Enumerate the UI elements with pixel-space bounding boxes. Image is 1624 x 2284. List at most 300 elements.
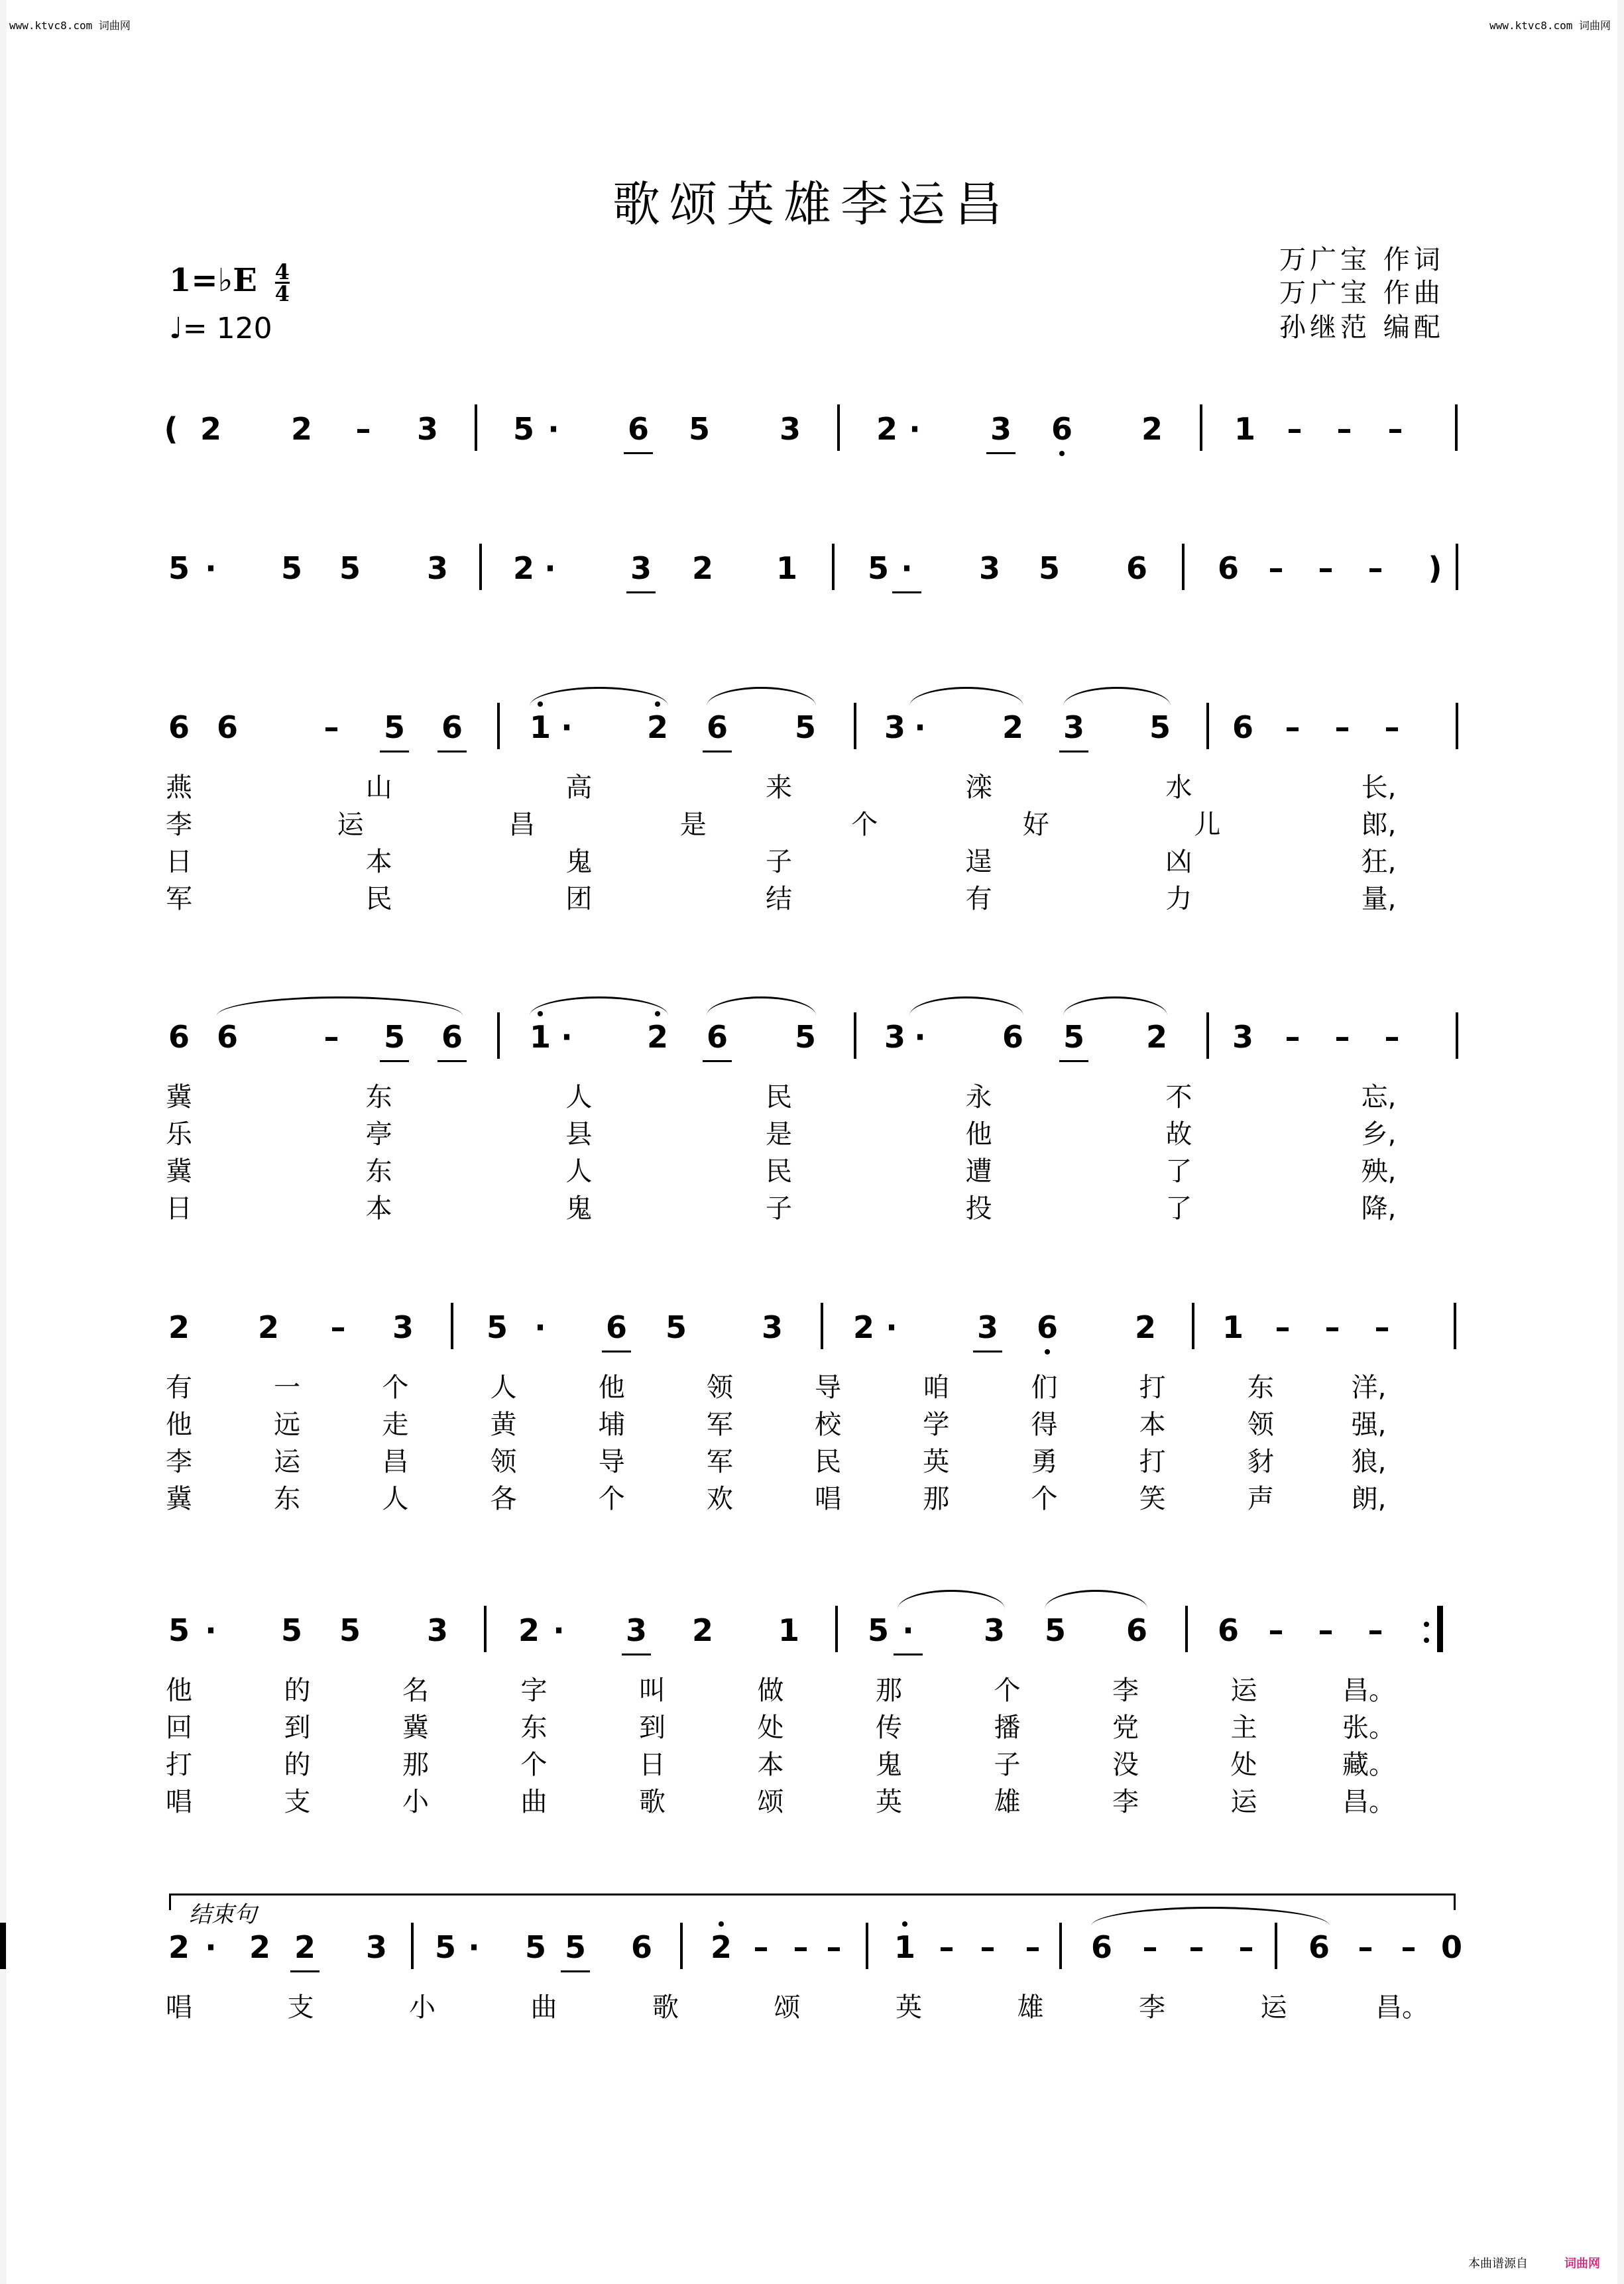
note: · [561, 1019, 573, 1055]
note: – [323, 1019, 339, 1055]
note: 1 [776, 550, 797, 586]
lyric: 打 [1139, 1447, 1166, 1477]
barline [680, 1923, 683, 1969]
note: · [468, 1929, 480, 1965]
note: 2 [710, 1929, 732, 1965]
note: 3 [625, 1612, 647, 1648]
lyric: 强, [1351, 1410, 1387, 1440]
lyric: 民 [815, 1447, 842, 1477]
lyric: 那 [402, 1750, 429, 1780]
barline [835, 1606, 838, 1652]
note: 5 [867, 550, 889, 586]
note: – [1324, 1309, 1340, 1345]
note: · [534, 1309, 546, 1345]
lyric: 朗, [1351, 1484, 1387, 1514]
lyric: 唱 [815, 1484, 842, 1514]
lyric: 个 [520, 1750, 548, 1780]
barline [484, 1606, 487, 1652]
lyric: 运 [1230, 1787, 1257, 1817]
note: 3 [983, 1612, 1005, 1648]
lyric: 歌 [639, 1787, 666, 1817]
slur [707, 996, 816, 1016]
underline [703, 751, 732, 752]
lyric: 个 [994, 1675, 1021, 1706]
lyric: 故 [1165, 1119, 1192, 1150]
header-site-right: www.ktvc8.com 词曲网 [1489, 19, 1611, 32]
lyric: 本 [365, 847, 392, 877]
lyric: 昌 [382, 1447, 409, 1477]
note: 1 [1234, 411, 1255, 447]
lyric: 东 [365, 1082, 392, 1112]
note: · [548, 411, 559, 447]
note: · [909, 411, 921, 447]
note: – [1285, 1019, 1301, 1055]
lyric: 唱 [166, 1787, 192, 1817]
note: 5 [486, 1309, 508, 1345]
lyric: 县 [565, 1119, 593, 1150]
barline [1200, 404, 1202, 451]
note: 5 [168, 1612, 190, 1648]
note: 6 [216, 1019, 238, 1055]
note: 3 [426, 550, 448, 586]
note: 3 [779, 411, 801, 447]
note: 6 [1002, 1019, 1023, 1055]
lyric: 凶 [1165, 847, 1192, 877]
lyric: 力 [1165, 884, 1192, 914]
lyric: 亭 [365, 1119, 392, 1150]
note: – [355, 411, 371, 447]
barline [411, 1923, 414, 1969]
note: 6 [706, 709, 728, 745]
lyric: 有 [166, 1372, 192, 1403]
lyric: 声 [1247, 1484, 1274, 1514]
lyric: 郎, [1361, 810, 1397, 840]
lyric: 量, [1361, 884, 1397, 914]
lyric: 领 [1247, 1410, 1274, 1440]
lyric: 人 [382, 1484, 409, 1514]
note: 6 [1217, 550, 1239, 586]
lyric: 小 [402, 1787, 429, 1817]
lyric: 狂, [1361, 847, 1397, 877]
lyric: 昌。 [1342, 1675, 1395, 1706]
lyric: 勇 [1031, 1447, 1058, 1477]
lyric: 长, [1361, 772, 1397, 803]
lyric: 日 [166, 1193, 192, 1224]
lyric: 没 [1112, 1750, 1139, 1780]
note: · [561, 709, 573, 745]
note: · [205, 1929, 217, 1965]
note: · [914, 709, 926, 745]
note: · [901, 550, 913, 586]
lyric: 逞 [965, 847, 992, 877]
lyric: 李 [1112, 1675, 1139, 1706]
lyric: 不 [1165, 1082, 1192, 1112]
note: 3 [978, 550, 1000, 586]
barline [497, 1012, 500, 1059]
coda-bracket [169, 1893, 1456, 1910]
lyric: 埔 [598, 1410, 625, 1440]
lyric: 儿 [1194, 810, 1221, 840]
slur [898, 1590, 1005, 1609]
note: – [1384, 709, 1400, 745]
note: 5 [280, 550, 302, 586]
note: 5 [1149, 709, 1171, 745]
tempo-value: = 120 [182, 312, 272, 345]
lyric: 运 [274, 1447, 301, 1477]
lyric: 降, [1361, 1193, 1397, 1224]
lyric: 个 [1031, 1484, 1058, 1514]
barline [866, 1923, 868, 1969]
lyric: 党 [1112, 1713, 1139, 1743]
note: 1 [894, 1929, 915, 1965]
lyric: 歌 [652, 1992, 679, 2023]
note: 2 [876, 411, 898, 447]
note: 6 [1217, 1612, 1239, 1648]
note: 5 [867, 1612, 889, 1648]
note: 6 [1036, 1309, 1058, 1345]
note: 6 [441, 1019, 463, 1055]
lyric: 山 [365, 772, 392, 803]
page-title: 歌颂英雄李运昌 [612, 176, 1012, 232]
note: 2 [512, 550, 534, 586]
lyric: 运 [1230, 1675, 1257, 1706]
note: 3 [416, 411, 438, 447]
lyric: 曲 [520, 1787, 548, 1817]
lyric: 张。 [1342, 1713, 1395, 1743]
note: – [1287, 411, 1303, 447]
lyric: 叫 [639, 1675, 666, 1706]
lyric: 的 [284, 1675, 311, 1706]
lyric: 鬼 [876, 1750, 902, 1780]
slur [530, 996, 668, 1016]
lyric: 曲 [530, 1992, 557, 2023]
barline [837, 404, 840, 451]
lyric: 鬼 [565, 847, 593, 877]
composer-credit: 万广宝 作曲 [1279, 278, 1444, 308]
barline-inner [0, 1923, 3, 1969]
lyric: 结 [766, 884, 792, 914]
lyric: 本 [365, 1193, 392, 1224]
lyric: 乡, [1361, 1119, 1397, 1150]
note: – [1358, 1929, 1373, 1965]
slur [1063, 687, 1171, 706]
lyric: 是 [679, 810, 707, 840]
underline [892, 591, 921, 593]
note: 5 [564, 1929, 586, 1965]
lyric: 鬼 [565, 1193, 593, 1224]
lyric: 有 [965, 884, 992, 914]
lyric: 打 [166, 1750, 192, 1780]
barline [1456, 1012, 1458, 1059]
lyric: 高 [565, 772, 593, 803]
note: – [1318, 550, 1334, 586]
lyric: 子 [766, 1193, 792, 1224]
note: – [793, 1929, 809, 1965]
quarter-note-icon: ♩ [169, 312, 183, 345]
lyric: 校 [815, 1410, 842, 1440]
dot-above [719, 1921, 724, 1927]
lyric: 军 [166, 884, 192, 914]
underline [1059, 1060, 1088, 1062]
lyric: 学 [923, 1410, 950, 1440]
lyric: 来 [766, 772, 792, 803]
barline [1185, 1606, 1188, 1652]
lyric: 个 [382, 1372, 409, 1403]
lyric: 那 [923, 1484, 950, 1514]
lyric: 各 [490, 1484, 517, 1514]
lyric: 他 [598, 1372, 625, 1403]
note: 1 [778, 1612, 799, 1648]
note: 5 [434, 1929, 456, 1965]
lyric: 子 [766, 847, 792, 877]
lyric: 远 [274, 1410, 301, 1440]
lyric: 人 [565, 1156, 593, 1187]
underline [626, 591, 656, 593]
lyric: 李 [1112, 1787, 1139, 1817]
note: – [1142, 1929, 1158, 1965]
barline [854, 1012, 856, 1059]
slur [707, 687, 816, 706]
key-signature [169, 259, 290, 306]
note: 2 [168, 1309, 190, 1345]
lyric: 雄 [994, 1787, 1021, 1817]
barline [1206, 703, 1209, 749]
lyric: 个 [851, 810, 878, 840]
note: 5 [1038, 550, 1060, 586]
barline [1182, 544, 1185, 590]
tempo-marking [169, 312, 272, 345]
lyric: 得 [1031, 1410, 1058, 1440]
note: 2 [200, 411, 221, 447]
footer-site: 词曲网 [1564, 2257, 1600, 2271]
slur [1045, 1590, 1147, 1609]
note: 3 [976, 1309, 998, 1345]
note: 6 [630, 1929, 652, 1965]
lyric: 回 [166, 1713, 192, 1743]
note: 5 [1063, 1019, 1084, 1055]
note: 5 [339, 550, 361, 586]
note: 2 [168, 1929, 190, 1965]
lyric: 支 [284, 1787, 311, 1817]
barline [854, 703, 856, 749]
note: 5 [794, 709, 816, 745]
lyric: 支 [287, 1992, 314, 2023]
lyric: 他 [166, 1675, 192, 1706]
lyric: 个 [598, 1484, 625, 1514]
lyric: 洋, [1351, 1372, 1387, 1403]
lyric: 了 [1165, 1193, 1192, 1224]
note: · [205, 550, 217, 586]
note: 6 [1232, 709, 1253, 745]
note: 2 [257, 1309, 279, 1345]
lyric: 导 [815, 1372, 842, 1403]
coda-label: 结束句 [189, 1901, 257, 1928]
barline [497, 703, 500, 749]
barline [1275, 1923, 1277, 1969]
lyric: 字 [520, 1675, 548, 1706]
note: 5 [794, 1019, 816, 1055]
slur [909, 687, 1023, 706]
note: – [1268, 1612, 1284, 1648]
note: 1 [529, 1019, 551, 1055]
lyric: 运 [337, 810, 364, 840]
lyric: 颂 [757, 1787, 784, 1817]
note: – [1189, 1929, 1204, 1965]
lyric: 他 [965, 1119, 992, 1150]
lyric: 军 [706, 1410, 733, 1440]
underline [986, 452, 1015, 454]
note: 2 [1134, 1309, 1156, 1345]
lyric: 民 [365, 884, 392, 914]
barline [1454, 1303, 1456, 1349]
lyric: 日 [639, 1750, 666, 1780]
note: 3 [1063, 709, 1084, 745]
note: – [1387, 411, 1403, 447]
barline [832, 544, 835, 590]
lyric: 日 [166, 847, 192, 877]
note: – [1025, 1929, 1041, 1965]
lyric: 领 [490, 1447, 517, 1477]
lyric: 李 [166, 1447, 192, 1477]
key-text: 1=♭E [169, 262, 257, 299]
dot-below [1045, 1349, 1050, 1354]
lyric: 本 [1139, 1410, 1166, 1440]
lyric: 笑 [1139, 1484, 1166, 1514]
note: 6 [605, 1309, 627, 1345]
note: – [1275, 1309, 1291, 1345]
lyric: 咱 [923, 1372, 950, 1403]
lyric: 们 [1031, 1372, 1058, 1403]
lyric: 东 [1247, 1372, 1274, 1403]
lyric: 做 [757, 1675, 784, 1706]
note: 6 [441, 709, 463, 745]
note: 0 [1440, 1929, 1462, 1965]
lyric: 投 [965, 1193, 992, 1224]
lyric: 团 [565, 884, 593, 914]
barline [1437, 1606, 1443, 1652]
lyric: 运 [1260, 1992, 1287, 2023]
lyric: 名 [402, 1675, 429, 1706]
lyric: 是 [766, 1119, 792, 1150]
lyric: 传 [876, 1713, 902, 1743]
note: 2 [691, 1612, 713, 1648]
note: – [1285, 709, 1301, 745]
lyric: 到 [639, 1713, 666, 1743]
note: 5 [168, 550, 190, 586]
underline [602, 1351, 631, 1352]
underline [622, 1653, 651, 1655]
note: 6 [1308, 1929, 1330, 1965]
lyric: 本 [757, 1750, 784, 1780]
note: 2 [691, 550, 713, 586]
slur [530, 687, 668, 706]
lyric: 军 [706, 1447, 733, 1477]
note: 2 [294, 1929, 316, 1965]
note: 6 [1126, 550, 1147, 586]
lyric: 走 [382, 1410, 409, 1440]
lyric: 民 [766, 1156, 792, 1187]
note: 6 [1051, 411, 1073, 447]
lyric: 处 [1230, 1750, 1257, 1780]
note: 2 [646, 1019, 668, 1055]
note: 6 [627, 411, 649, 447]
note: 3 [884, 1019, 905, 1055]
note: 3 [630, 550, 652, 586]
lyric: 主 [1230, 1713, 1257, 1743]
underline [380, 1060, 409, 1062]
note: – [1334, 709, 1350, 745]
note: 6 [168, 1019, 190, 1055]
note: – [1318, 1612, 1334, 1648]
lyric: 好 [1022, 810, 1049, 840]
note: 5 [524, 1929, 546, 1965]
lyric: 的 [284, 1750, 311, 1780]
note: – [939, 1929, 955, 1965]
lyric: 殃, [1361, 1156, 1397, 1187]
note: 6 [1090, 1929, 1112, 1965]
lyric: 一 [274, 1372, 301, 1403]
lyric: 昌。 [1342, 1787, 1395, 1817]
barline [1206, 1012, 1209, 1059]
lyric: 冀 [166, 1156, 192, 1187]
underline [437, 751, 467, 752]
lyric: 英 [896, 1992, 922, 2023]
note: · [886, 1309, 898, 1345]
underline [290, 1970, 319, 1972]
note: 2 [249, 1929, 270, 1965]
note: – [1334, 1019, 1350, 1055]
note: 5 [665, 1309, 687, 1345]
slur [1063, 996, 1167, 1016]
note: 6 [706, 1019, 728, 1055]
note: 1 [1222, 1309, 1244, 1345]
note: · [902, 1612, 914, 1648]
lyric: 英 [876, 1787, 902, 1817]
note: ( [164, 411, 178, 447]
lyric: 昌 [508, 810, 536, 840]
note: · [553, 1612, 565, 1648]
note: – [323, 709, 339, 745]
lyric: 藏。 [1342, 1750, 1395, 1780]
underline [624, 452, 653, 454]
lyric: 永 [965, 1082, 992, 1112]
note: – [1238, 1929, 1254, 1965]
lyric: 子 [994, 1750, 1021, 1780]
note: · [544, 550, 556, 586]
lyric: 小 [409, 1992, 435, 2023]
lyric: 东 [365, 1156, 392, 1187]
lyric: 昌。 [1375, 1992, 1428, 2023]
note: 2 [1141, 411, 1163, 447]
arranger-credit: 孙继范 编配 [1279, 312, 1444, 343]
note: – [1384, 1019, 1400, 1055]
lyric: 东 [520, 1713, 548, 1743]
lyric: 了 [1165, 1156, 1192, 1187]
lyric: 播 [994, 1713, 1021, 1743]
lyric: 人 [565, 1082, 593, 1112]
lyricist-credit: 万广宝 作词 [1279, 245, 1444, 275]
note: 5 [512, 411, 534, 447]
lyric: 燕 [166, 772, 192, 803]
lyric: 那 [876, 1675, 902, 1706]
lyric: 人 [490, 1372, 517, 1403]
note: 3 [365, 1929, 387, 1965]
note: 5 [280, 1612, 302, 1648]
dot-above [902, 1921, 907, 1927]
note: 5 [1044, 1612, 1066, 1648]
lyric: 处 [757, 1713, 784, 1743]
slur [217, 996, 463, 1016]
